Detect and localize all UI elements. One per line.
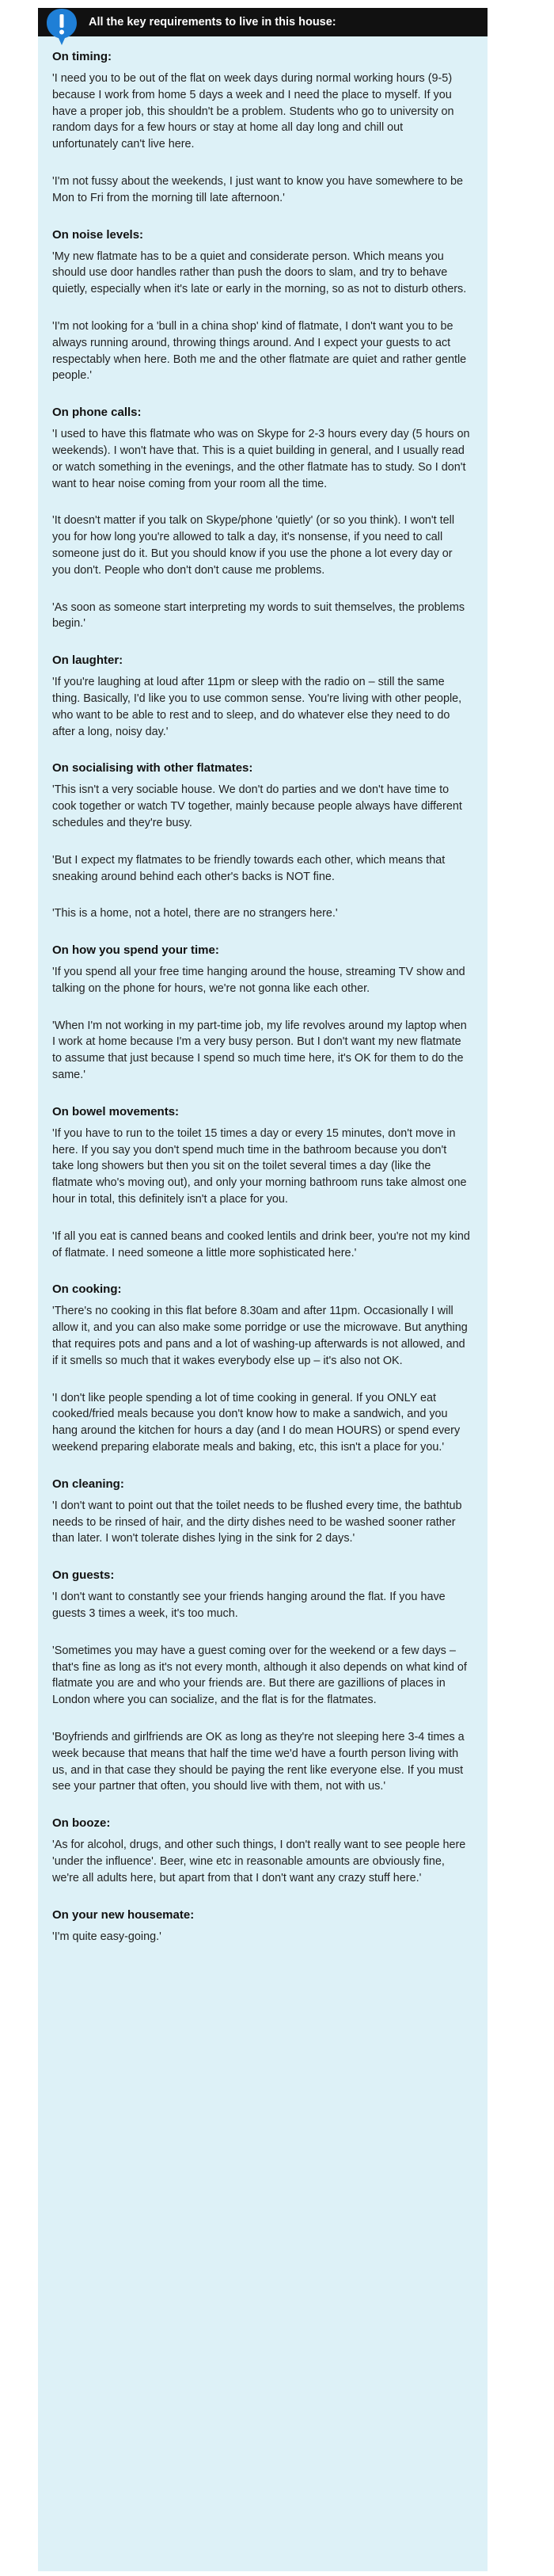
quote-paragraph: 'When I'm not working in my part-time job, my life revolves around my laptop when I work at home because I'm a very busy person. But I don't want my new flatmate to assume that just because I spend so much time here, it's OK for them to do the same.' (52, 1019, 467, 1082)
section-1 (52, 49, 470, 207)
quote-paragraph: 'This isn't a very sociable house. We don't do parties and we don't have time to cook together or watch TV together, mainly because people always have different schedules and they're busy. (52, 783, 462, 829)
quote-paragraph: 'My new flatmate has to be a quiet and considerate person. Which means you should use door handles rather than push the doors to slam, and try to behave quietly, especially when it's late or early in the morning, so as not to disturb others. (52, 250, 467, 296)
quote-paragraph: 'I don't want to constantly see your friends hanging around the flat. If you have guests 3 times a week, it's too much. (52, 1591, 446, 1621)
section-title: On laughter: (52, 654, 123, 668)
section-title: On socialising with other flatmates: (52, 761, 253, 775)
header-title: All the key requirements to live in this house: (89, 16, 336, 29)
section-10 (52, 1568, 470, 1795)
quote-paragraph: 'Sometimes you may have a guest coming over for the weekend or a few days – that's fine as long as it's not every month, although it also depends on what kind of flatmate you are and who your friends are. But there are gazillions of places in London where you can socialize, and the flat is for the flatmates. (52, 1644, 467, 1707)
section-title: On phone calls: (52, 406, 142, 420)
section-11 (52, 1816, 470, 1886)
quote-paragraph: 'As soon as someone start interpreting my words to suit themselves, the problems begin.' (52, 600, 465, 631)
section-title: On guests: (52, 1568, 115, 1583)
quote-paragraph: 'As for alcohol, drugs, and other such things, I don't really want to see people here 'under the influence'. Beer, wine etc in reasonable amounts are obviously fine, we're all adults here, but apart from that I don't want any crazy stuff here.' (52, 1839, 466, 1884)
quote-paragraph: 'I don't like people spending a lot of time cooking in general. If you ONLY eat cooked/fried meals because you don't know how to make a sandwich, and you hang around the kitchen for hours a day (and I do mean HOURS) or spend every weekend preparing elaborate meals and baking, etc, this isn't a place for you.' (52, 1391, 461, 1454)
section-6 (52, 943, 470, 1084)
section-5 (52, 760, 470, 922)
quote-paragraph: 'I'm not fussy about the weekends, I just want to know you have somewhere to be Mon to Fri from the morning till late afternoon.' (52, 174, 464, 204)
quote-paragraph: 'I'm not looking for a 'bull in a china shop' kind of flatmate, I don't want you to be always running around, throwing things around. And I expect your guests to act respectably when here. Both me and the other flatmate are quiet and rather gentle people.' (52, 319, 467, 383)
section-8 (52, 1282, 470, 1455)
quote-paragraph: 'There's no cooking in this flat before 8.30am and after 11pm. Occasionally I will allow it, and you can also make some porridge or use the microwave. But anything that requires pots and pans and a lot of washing-up afterwards is not allowed, and if it smells so much that it wakes everybody else up – it's also not OK. (52, 1305, 468, 1367)
article-panel (38, 8, 488, 2571)
quote-paragraph: 'I don't want to point out that the toilet needs to be flushed every time, the bathtub needs to be rinsed of hair, and the dirty dishes need to be washed sooner rather than later. I won't tolerate dishes lying in the sink for 2 days.' (52, 1499, 462, 1545)
quote-paragraph: 'I used to have this flatmate who was on Skype for 2-3 hours every day (5 hours on weekends). I won't have that. This is a quiet building in general, and I usually read or watch something in the evenings, and the other flatmate has to study. So I don't want to hear noise coming from your room all the time. (52, 428, 470, 490)
section-title: On timing: (52, 50, 112, 63)
section-7 (52, 1104, 470, 1262)
quote-paragraph: 'This is a home, not a hotel, there are no strangers here.' (52, 907, 338, 920)
quote-paragraph: 'But I expect my flatmates to be friendly towards each other, which means that sneaking around behind each other's backs is NOT fine. (52, 853, 446, 883)
section-3 (52, 405, 470, 632)
quote-paragraph: 'If you spend all your free time hanging around the house, streaming TV show and talking on the phone for hours, we're not gonna like each other. (52, 966, 465, 995)
section-4 (52, 653, 470, 740)
section-title: On noise levels: (52, 227, 144, 242)
quote-paragraph: 'If you're laughing at loud after 11pm or sleep with the radio on – still the same thing. Basically, I'd like you to use common sense. You're living with other people, who want to be able to rest and to sleep, and do whatever else they need to do after a long, noisy day.' (52, 676, 462, 738)
quote-paragraph: 'If all you eat is canned beans and cooked lentils and drink beer, you're not my kind of flatmate. I need someone a little more sophisticated here.' (52, 1229, 470, 1259)
section-title: On cleaning: (52, 1477, 124, 1491)
section-9 (52, 1477, 470, 1547)
quote-paragraph: 'I need you to be out of the flat on week days during normal working hours (9-5) because I work from home 5 days a week and I need the place to myself. If you have a proper job, this shouldn't be a problem. Students who go to university on random days for a few hours or stay at home all day long and chill out unfortunately can't live here. (52, 72, 454, 151)
quote-paragraph: 'I'm quite easy-going.' (52, 1930, 161, 1943)
section-title: On cooking: (52, 1282, 122, 1297)
requirements-list (38, 36, 488, 1945)
section-title: On booze: (52, 1816, 111, 1831)
section-2 (52, 227, 470, 385)
section-title: On bowel movements: (52, 1104, 180, 1118)
section-title: On your new housemate: (52, 1907, 195, 1922)
quote-paragraph: 'If you have to run to the toilet 15 times a day or every 15 minutes, don't move in here. If you say you don't spend much time in the bathroom because you don't take long showers but then you sit on the toilet several times a day (like the flatmate who's moving out), and only your morning bathroom runs take almost one hour in total, this definitely isn't a place for you. (52, 1126, 467, 1206)
section-title: On how you spend your time: (52, 943, 219, 958)
quote-paragraph: 'Boyfriends and girlfriends are OK as long as they're not sleeping here 3-4 times a week because that means that half the time we'd have a fourth person living with us, and in that case they should be paying the rent like everyone else. If you must see your partner that often, you should live with them, not with us.' (52, 1731, 465, 1793)
section-12 (52, 1907, 470, 1945)
header-bar (38, 8, 488, 36)
quote-paragraph: 'It doesn't matter if you talk on Skype/phone 'quietly' (or so you think). I won't tell you for how long you're allowed to talk a day, it's nonsense, if you need to call someone just do it. But you should know if you use the phone a lot every day or you don't. People who don't don't cause me problems. (52, 514, 455, 577)
exclamation-icon (44, 8, 79, 46)
